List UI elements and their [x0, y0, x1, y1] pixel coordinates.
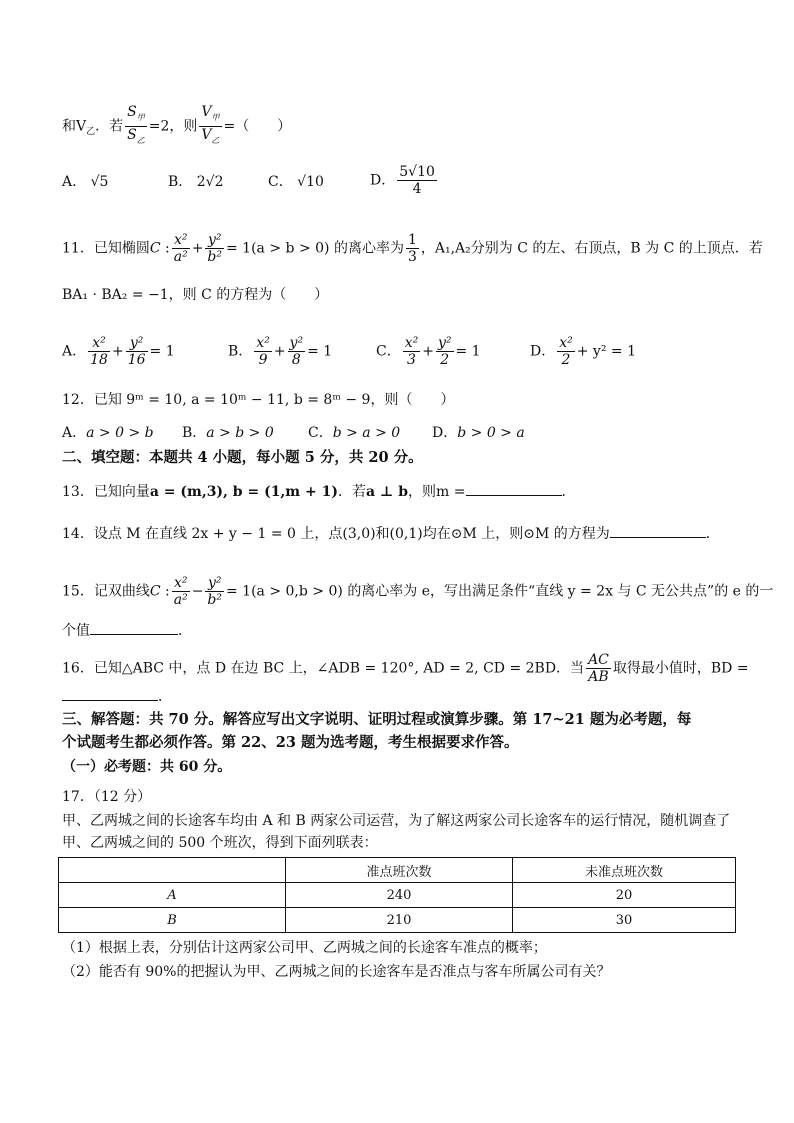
q17-part1: （1）根据上表，分别估计这两家公司甲、乙两城之间的长途客车准点的概率； — [62, 940, 547, 956]
q13-answer-blank[interactable] — [466, 481, 562, 496]
table-cell: A — [59, 883, 286, 908]
table-cell: B — [59, 908, 286, 933]
q11-option-c: C． $\frac{\text{x²}}{3}$ + $\frac{\text{y²}}{2}$ = 1 — [376, 335, 481, 368]
q12-option-b: B．a > b > 0 — [182, 425, 274, 441]
q15-stem-line2: 个值 ． — [62, 620, 192, 641]
table-header-cell: 准点班次数 — [286, 858, 513, 883]
q17-line1: 甲、乙两城之间的长途客车均由 A 和 B 两家公司运营，为了解这两家公司长途客车的运行情况，随机调查了 — [62, 813, 731, 829]
q10-option-c: C． √10 — [268, 174, 324, 190]
section3-heading-line2: 个试题考生都必须作答。第 22、23 题为选考题，考生根据要求作答。 — [62, 734, 519, 751]
q10-option-d: D． $\frac{5√10}{4}$ — [370, 164, 435, 197]
q11-option-d: D． $\frac{\text{x²}}{2}$ + y² = 1 — [530, 335, 636, 368]
q17-line2: 甲、乙两城之间的 500 个班次，得到下面列联表： — [62, 835, 378, 851]
table-row — [59, 883, 736, 908]
table-cell: 30 — [513, 908, 736, 933]
q14-answer-blank[interactable] — [610, 523, 706, 538]
q14-stem: 14．设点 M 在直线 2x + y − 1 = 0 上，点(3,0)和(0,1)均在⊙M 上，则⊙M 的方程为 ． — [62, 523, 720, 544]
q17-part2: （2）能否有 90%的把握认为甲、乙两城之间的长途客车是否准点与客车所属公司有关？ — [62, 964, 611, 980]
q16-answer-line: ． — [62, 686, 172, 707]
q11-option-a: A． $\frac{\text{x²}}{18}$ + $\frac{\text{y²}}{16}$ = 1 — [62, 335, 175, 368]
q11-stem-line1: 11．已知椭圆C : $\frac{\text{x²}}{\text{a²}}$ + $\frac{\text{y²}}{\text{b²}}$ = 1(a > b > 0) 的离心率为 $\frac{1}{3}$ ，A₁,A₂分别为 C 的左、右顶点，B 为 C 的上顶点．若 — [62, 232, 763, 265]
q12-option-d: D．b > 0 > a — [432, 425, 525, 441]
q12-option-a: A．a > 0 > b — [62, 425, 154, 441]
table-cell: 210 — [286, 908, 513, 933]
table-row — [59, 908, 736, 933]
contingency-table — [58, 857, 736, 933]
table-header-cell — [59, 858, 286, 883]
section3-subheading: （一）必考题：共 60 分。 — [62, 759, 232, 775]
q13-stem: 13．已知向量a = (m,3), b = (1,m + 1)．若a ⊥ b，则m = ． — [62, 481, 576, 502]
q12-stem: 12．已知 9ᵐ = 10, a = 10ᵐ − 11, b = 8ᵐ − 9，则（ ） — [62, 392, 455, 408]
q10-stem: 和$V_乙$．若 $\frac{S_甲}{S_乙}$ =2，则 $\frac{V_甲}{V_乙}$ =（ ） — [62, 104, 291, 149]
q10-frac-s: $\frac{S_甲}{S_乙}$ — [127, 104, 145, 145]
q11-option-b: B． $\frac{\text{x²}}{9}$ + $\frac{\text{y²}}{8}$ = 1 — [228, 335, 333, 368]
q16-stem: 16．已知△ABC 中，点 D 在边 BC 上，∠ADB = 120°, AD = 2, CD = 2BD．当 $\frac{AC}{AB}$ 取得最小值时，BD = — [62, 652, 749, 685]
q11-stem-line2: BA₁ · BA₂ = −1，则 C 的方程为（ ） — [62, 287, 329, 303]
q15-answer-blank[interactable] — [90, 620, 178, 635]
table-cell: 240 — [286, 883, 513, 908]
q15-stem: 15．记双曲线C : $\frac{\text{x²}}{\text{a²}}$ − $\frac{\text{y²}}{\text{b²}}$ = 1(a > 0,b > 0) 的离心率为 e，写出满足条件“直线 y = 2x 与 C 无公共点”的 e 的一 — [62, 575, 774, 608]
q12-option-c: C．b > a > 0 — [308, 425, 401, 441]
section2-heading: 二、填空题：本题共 4 小题，每小题 5 分，共 20 分。 — [62, 449, 423, 466]
table-header-row — [59, 858, 736, 883]
table-header-cell: 未准点班次数 — [513, 858, 736, 883]
q10-frac-v: $\frac{V_甲}{V_乙}$ — [201, 104, 220, 145]
q10-option-a: A． √5 — [62, 174, 109, 190]
q10-option-b: B． 2√2 — [168, 174, 224, 190]
q16-answer-blank[interactable] — [62, 686, 158, 701]
table-cell: 20 — [513, 883, 736, 908]
section3-heading-line1: 三、解答题：共 70 分。解答应写出文字说明、证明过程或演算步骤。第 17~21 题为必考题，每 — [62, 711, 692, 728]
q17-head: 17．（12 分） — [62, 789, 152, 805]
